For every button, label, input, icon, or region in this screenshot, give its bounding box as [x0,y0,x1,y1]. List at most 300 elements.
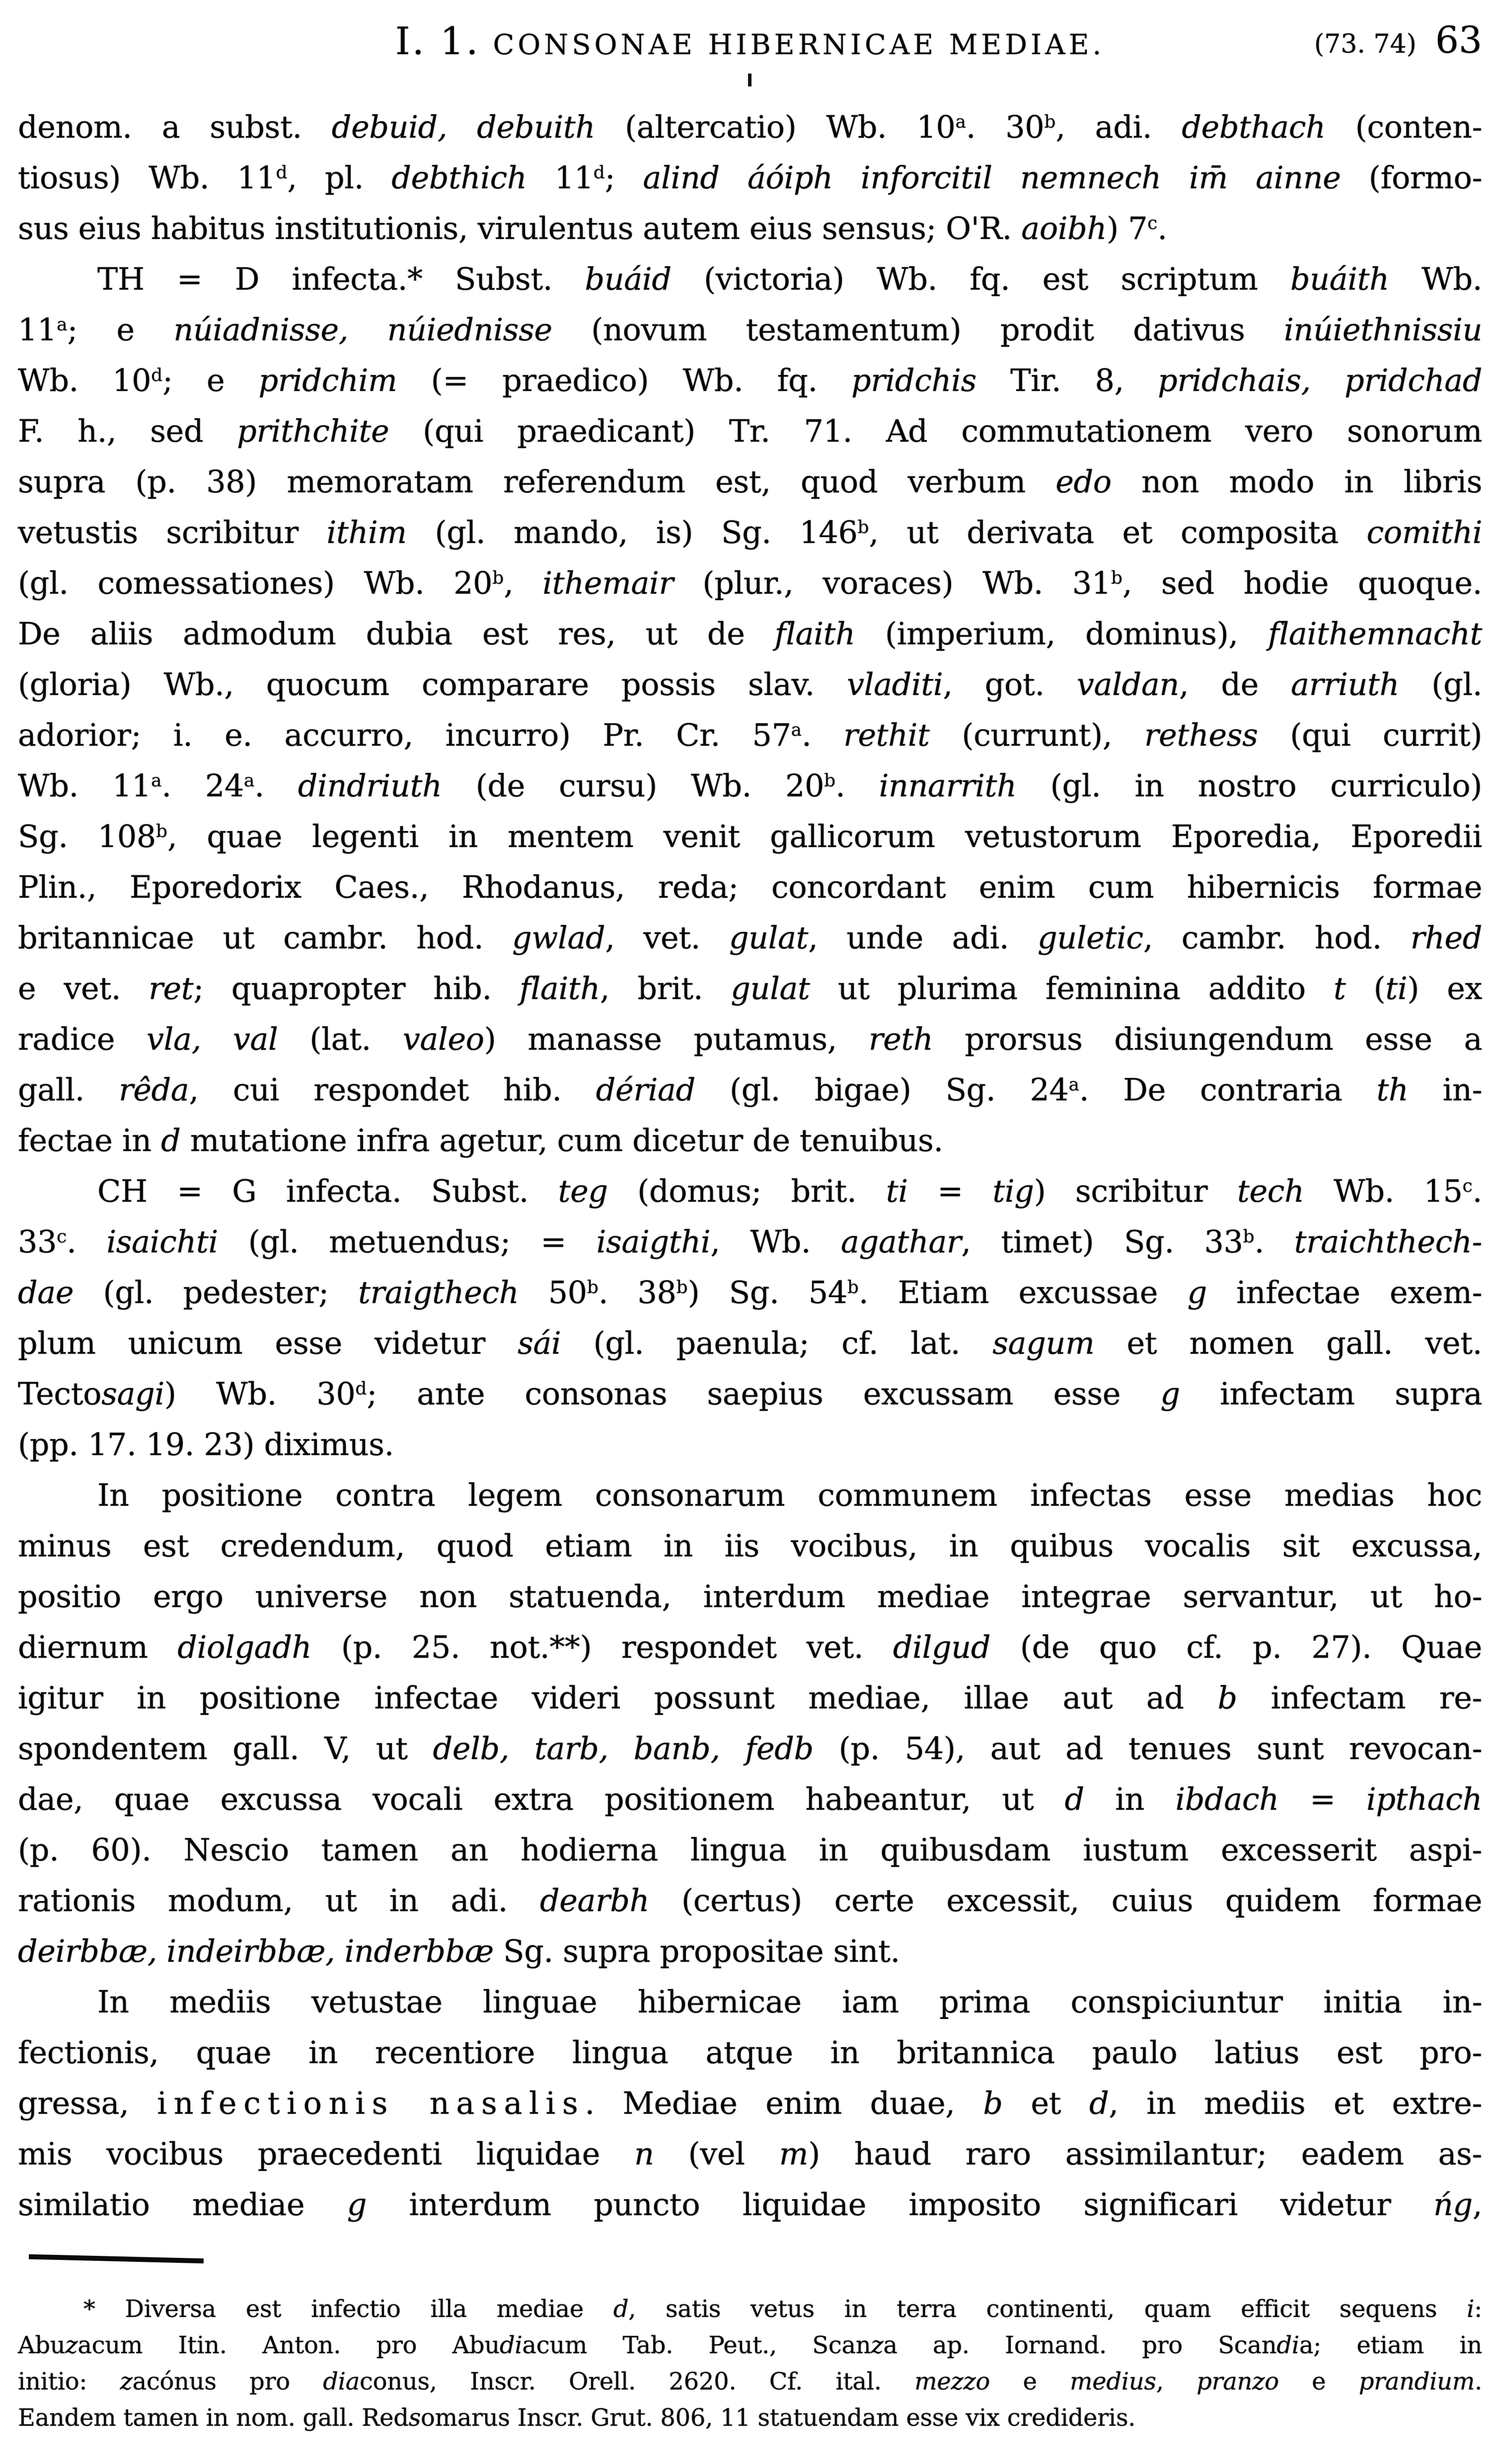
text-segment: ; ante consonas saepius excussam esse [367,1376,1161,1412]
text-segment: buáith [1290,261,1389,297]
text-segment: (p. 25. not.**) respondet vet. [311,1629,893,1665]
superscript-segment: d [151,365,163,386]
text-segment: (pp. 17. 19. 23) diximus. [18,1426,394,1463]
text-segment: interdum puncto liquidae imposito significari videtur [367,2186,1433,2223]
text-segment: deirbbæ, indeirbbæ, inderbbæ [18,1933,494,1969]
text-segment: z [120,2368,133,2395]
text-line [18,1267,1482,1318]
text-line [18,1622,1482,1673]
text-segment: (gl. mando, is) Sg. 146 [406,514,858,550]
superscript-segment: a [955,112,966,133]
text-segment: , got. [943,666,1077,702]
text-segment: t [1333,970,1346,1006]
text-segment: (gl. [1399,666,1483,702]
text-line [18,2364,1482,2400]
text-segment: 33 [18,1224,57,1260]
text-segment: , in mediis et extre- [1109,2085,1482,2121]
text-segment: núiadnisse, núiednisse [173,311,552,348]
text-segment: th [1376,1072,1409,1108]
text-segment: ( [1346,970,1386,1006]
text-segment: . [1254,1224,1294,1260]
text-segment: TH = D infecta.* Subst. [97,261,585,297]
text-segment: rationis modum, ut in adi. [18,1882,540,1919]
text-segment: . [1157,210,1167,246]
footnote-separator [29,2254,204,2264]
text-segment: ithim [326,514,407,550]
text-line [18,1977,1482,2027]
text-segment: comithi [1366,514,1482,550]
text-segment: gwlad [512,920,605,956]
text-line [18,1875,1482,1926]
text-line [18,2400,1482,2436]
superscript-segment: c [1147,213,1158,234]
text-segment: ithemair [542,565,674,601]
text-segment: sái [518,1325,561,1361]
text-segment: (lat. [278,1021,403,1057]
text-line [18,609,1482,659]
text-segment: pridchis [851,362,976,398]
text-segment: ) manasse putamus, [484,1021,869,1057]
text-segment: . [802,717,844,753]
text-segment: non modo in libris [1111,463,1482,500]
text-segment: b [1217,1680,1237,1716]
text-segment: traigthech [358,1274,519,1310]
text-segment: . [254,768,298,804]
text-line [18,1419,1482,1470]
text-segment: CH = G infecta. Subst. [97,1173,558,1209]
text-line [18,203,1482,254]
text-segment: g [1160,1376,1180,1412]
text-segment: edo [1055,463,1112,500]
text-segment: dae, quae excussa vocali extra positionem habeantur, ut [18,1781,1065,1817]
text-segment: ; e [162,362,259,398]
superscript-segment: a [244,770,255,791]
text-segment: minus est credendum, quod etiam in iis vocibus, in quibus vocalis sit excussa, [18,1528,1482,1564]
text-segment: vladiti [847,666,943,702]
text-segment: , cambr. hod. [1143,920,1411,956]
text-segment: , satis vetus in terra continenti, quam efficit sequens [628,2295,1467,2323]
text-segment: di [499,2331,523,2359]
text-segment: s [408,2404,421,2432]
text-segment: gressa, [18,2085,157,2121]
text-segment: britannicae ut cambr. hod. [18,920,513,956]
text-segment: prithchite [237,413,389,449]
text-segment: rhed [1410,920,1482,956]
text-segment: (formo- [1341,159,1483,196]
text-segment: agathar [841,1224,962,1260]
text-segment: , ut derivata et composita [869,514,1367,550]
text-segment: (gl. metuendus; = [218,1224,597,1260]
text-segment: = [1278,1781,1366,1817]
text-segment: dia [323,2368,360,2395]
text-segment: n [634,2136,654,2172]
text-segment: acum Itin. Anton. pro Abu [77,2331,500,2359]
superscript-segment: d [276,162,288,183]
folio-range: (73. 74) [1314,29,1417,59]
text-segment: diernum [18,1629,178,1665]
text-segment: , unde adi. [808,920,1038,956]
text-segment: traichthech- [1294,1224,1482,1260]
text-line [18,406,1482,457]
text-segment: ; e [67,311,174,348]
superscript-segment: b [857,517,869,538]
superscript-segment: a [1068,1075,1079,1095]
text-segment: sagum [992,1325,1095,1361]
text-segment: radice [18,1021,147,1057]
text-segment: di [1276,2331,1299,2359]
text-segment: diolgadh [177,1629,312,1665]
text-segment: a ap. Iornand. pro Scan [883,2331,1277,2359]
text-segment: isaichti [106,1224,218,1260]
text-segment: isaigthi [596,1224,711,1260]
header-folio-group [1314,19,1482,62]
superscript-segment: b [587,1277,599,1298]
text-segment: tech [1237,1173,1304,1209]
text-segment: plum unicum esse videtur [18,1325,518,1361]
text-line [18,2327,1482,2364]
superscript-segment: a [791,720,802,741]
text-line [18,1571,1482,1622]
text-segment: gulat [729,920,809,956]
text-line [18,457,1482,507]
text-segment: gall. [18,1072,119,1108]
text-segment: acónus pro [132,2368,323,2395]
text-line [18,355,1482,406]
text-segment: vla, val [147,1021,278,1057]
text-segment: (imperium, dominus), [855,616,1268,652]
text-segment: teg [558,1173,608,1209]
text-segment: Sg. supra propositae sint. [493,1933,900,1969]
text-segment: ti [1385,970,1408,1006]
text-segment: d [613,2295,629,2323]
text-segment: ; [604,159,643,196]
text-segment: alind áóiph inforcitil nemnech im̄ ainne [643,159,1341,196]
text-line [18,1115,1482,1166]
text-segment: Wb. [1389,261,1483,297]
text-segment: (gl. in nostro curriculo) [1016,768,1482,804]
text-segment: (vel [654,2136,779,2172]
text-segment: Wb. 10 [18,362,151,398]
text-line [18,1166,1482,1217]
text-line [18,2291,1482,2327]
body-text [18,102,1482,2230]
text-segment: pranzo [1197,2368,1279,2395]
text-segment: Wb. 15 [1304,1173,1463,1209]
text-segment: (gl. bigae) Sg. 24 [695,1072,1069,1108]
text-line [18,2179,1482,2230]
text-segment: ńg [1433,2186,1473,2223]
text-segment: acum Tab. Peut., Scan [522,2331,871,2359]
text-segment: , quae legenti in mentem venit gallicorum vetustorum Eporedia, Eporedii [167,818,1482,854]
text-segment: flaith [519,970,600,1006]
text-segment: dae [18,1274,74,1310]
text-segment: 50 [519,1274,587,1310]
text-segment: In mediis vetustae linguae hibernicae iam prima conspiciuntur initia in- [97,1984,1482,2020]
text-line [18,659,1482,710]
text-segment: . [1475,2368,1482,2395]
header-title-group [395,19,1105,63]
text-segment: m [779,2136,809,2172]
text-segment: buáid [585,261,672,297]
text-segment: gulat [731,970,810,1006]
text-segment: (altercatio) Wb. 10 [595,109,956,145]
text-segment: ti [886,1173,908,1209]
text-line [18,1217,1482,1267]
superscript-segment: a [57,314,68,335]
text-segment: : [1474,2295,1482,2323]
text-segment: flaith [774,616,855,652]
text-segment: i [1467,2295,1475,2323]
text-line [18,913,1482,963]
text-segment: inúiethnissiu [1283,311,1482,348]
text-segment: rêda [119,1072,189,1108]
text-segment: dériad [596,1072,695,1108]
text-segment: ) Sg. 54 [687,1274,847,1310]
text-line [18,305,1482,355]
text-segment: Plin., Eporedorix Caes., Rhodanus, reda; concordant enim cum hibernicis formae [18,869,1482,905]
text-segment: ) ex [1407,970,1482,1006]
text-line [18,710,1482,761]
text-segment: vetustis scribitur [18,514,327,550]
text-segment: conus, Inscr. Orell. 2620. Cf. ital. [360,2368,915,2395]
text-segment: z [871,2331,884,2359]
text-segment: ) 7 [1107,210,1148,246]
text-segment: pridchais, pridchad [1158,362,1483,398]
text-segment: dearbh [539,1882,650,1919]
text-segment: in- [1408,1072,1482,1108]
text-segment: sagi [101,1376,164,1412]
text-segment: infectam re- [1237,1680,1482,1716]
text-segment: . 24 [161,768,244,804]
text-segment: d [161,1122,181,1158]
text-segment: ut plurima feminina addito [810,970,1334,1006]
text-segment: Tir. 8, [976,362,1158,398]
text-segment: a; etiam in [1299,2331,1483,2359]
text-segment: (certus) certe excessit, cuius quidem formae [649,1882,1482,1919]
text-line [18,811,1482,862]
text-line [18,963,1482,1014]
text-segment: positio ergo universe non statuenda, interdum mediae integrae servantur, ut ho- [18,1578,1482,1615]
text-segment: , vet. [605,920,729,956]
superscript-segment: b [1111,568,1123,589]
text-segment: fectionis, quae in recentiore lingua atque in britannica paulo latius est pro- [18,2034,1482,2071]
text-segment: Wb. 11 [18,768,151,804]
text-segment: mezzo [914,2368,990,2395]
text-segment: reth [868,1021,933,1057]
text-segment: ipthach [1366,1781,1483,1817]
text-segment: (de quo cf. p. 27). Quae [990,1629,1482,1665]
text-segment: et nomen gall. vet. [1094,1325,1482,1361]
text-segment: d [1064,1781,1084,1817]
superscript-segment: b [1243,1227,1255,1247]
text-segment: . 38 [598,1274,676,1310]
text-segment: e [1278,2368,1359,2395]
text-segment: . Etiam excussae [858,1274,1188,1310]
text-segment: Abu [18,2331,66,2359]
text-segment: dindriuth [298,768,442,804]
text-segment: (qui currit) [1258,717,1482,753]
text-segment: (victoria) Wb. fq. est scriptum [671,261,1290,297]
text-segment: valeo [402,1021,484,1057]
text-segment: delb, tarb, banb, fedb [433,1730,814,1767]
text-segment: adorior; i. e. accurro, incurro) Pr. Cr. 57 [18,717,791,753]
text-segment: innarrith [879,768,1017,804]
text-segment: e vet. [18,970,149,1006]
superscript-segment: b [676,1277,688,1298]
superscript-segment: b [492,568,504,589]
scan-noise-mark [748,74,751,86]
text-segment: infectam supra [1180,1376,1483,1412]
text-line [18,102,1482,153]
text-segment: rethit [843,717,930,753]
text-segment: omarus Inscr. Grut. 806, 11 statuendam esse vix credideris. [421,2404,1136,2432]
text-segment: (p. 60). Nescio tamen an hodierna lingua in quibusdam iustum excesserit aspi- [18,1832,1482,1868]
text-segment: ; quapropter hib. [193,970,520,1006]
text-line [18,761,1482,811]
text-segment: debthich [391,159,527,196]
text-segment: prandium [1358,2368,1475,2395]
text-segment: denom. a subst. [18,109,332,145]
text-segment: ret [149,970,194,1006]
text-line [18,1014,1482,1065]
text-segment: Sg. 108 [18,818,156,854]
superscript-segment: a [151,770,162,791]
text-segment: supra (p. 38) memoratam referendum est, quod verbum [18,463,1056,500]
superscript-segment: d [355,1379,367,1399]
text-line [18,153,1482,203]
text-segment: mis vocibus praecedenti liquidae [18,2136,635,2172]
text-segment: , [504,565,543,601]
text-segment: tiosus) Wb. 11 [18,159,276,196]
text-segment: F. h., sed [18,413,237,449]
text-line [18,2129,1482,2179]
text-line [18,1774,1482,1825]
superscript-segment: b [824,770,836,791]
text-segment: Tecto [18,1376,102,1412]
text-segment: pridchim [258,362,397,398]
text-segment: et [1002,2085,1089,2121]
superscript-segment: b [155,821,167,842]
text-segment: . De contraria [1079,1072,1377,1108]
text-segment: infectionis nasalis [157,2085,585,2121]
text-segment: e [990,2368,1070,2395]
section-number: I. 1. [395,19,480,63]
text-line [18,558,1482,609]
text-segment: 11 [526,159,594,196]
text-segment: , de [1179,666,1291,702]
text-line [18,507,1482,558]
text-segment: g [347,2186,367,2223]
text-segment: . Mediae enim duae, [585,2085,983,2121]
text-segment: Eandem tamen in nom. gall. Red [18,2404,409,2432]
text-segment: z [65,2331,78,2359]
superscript-segment: b [1044,112,1056,133]
text-segment: (qui praedicant) Tr. 71. Ad commutationem vero sonorum [389,413,1482,449]
text-segment: in [1084,1781,1176,1817]
text-segment: prorsus disiungendum esse a [933,1021,1483,1057]
text-line [18,1673,1482,1723]
text-segment: ) Wb. 30 [164,1376,356,1412]
text-segment: , cui respondet hib. [189,1072,596,1108]
text-line [18,1723,1482,1774]
text-segment: (plur., voraces) Wb. 31 [673,565,1111,601]
text-segment: (novum testamentum) prodit dativus [552,311,1284,348]
footnote [18,2291,1482,2436]
text-segment: (domus; brit. [607,1173,886,1209]
text-line [18,254,1482,305]
superscript-segment: c [57,1227,67,1247]
text-line [18,1825,1482,1875]
text-segment: (gl. pedester; [74,1274,359,1310]
text-segment: infectae exem- [1206,1274,1483,1310]
text-segment: debthach [1182,109,1326,145]
text-segment: arriuth [1291,666,1400,702]
text-segment: In positione contra legem consonarum communem infectas esse medias hoc [97,1477,1482,1513]
text-line [18,1065,1482,1115]
text-segment: = [907,1173,993,1209]
page-number: 63 [1435,19,1482,62]
text-segment: , timet) Sg. 33 [961,1224,1243,1260]
text-segment: , Wb. [710,1224,841,1260]
text-segment: flaithemnacht [1268,616,1483,652]
text-segment: (gl. comessationes) Wb. 20 [18,565,493,601]
text-segment: ) haud raro assimilantur; eadem as- [808,2136,1482,2172]
superscript-segment: d [593,162,605,183]
text-segment: (de cursu) Wb. 20 [442,768,825,804]
text-segment: (= praedico) Wb. fq. [397,362,851,398]
text-segment: (gl. paenula; cf. lat. [561,1325,993,1361]
text-segment: , [1472,2186,1482,2223]
text-segment: (p. 54), aut ad tenues sunt revocan- [813,1730,1483,1767]
superscript-segment: b [847,1277,859,1298]
text-segment: spondentem gall. V, ut [18,1730,433,1767]
text-line [18,1926,1482,1977]
page-title: CONSONAE HIBERNICAE MEDIAE. [493,29,1105,61]
text-segment: aoibh [1021,210,1107,246]
text-segment: igitur in positione infectae videri possunt mediae, illae aut ad [18,1680,1218,1716]
text-segment: (conten- [1325,109,1483,145]
text-segment: ) scribitur [1034,1173,1237,1209]
text-segment: valdan [1076,666,1179,702]
text-line [18,2027,1482,2078]
text-segment: , brit. [600,970,731,1006]
text-segment: mutatione infra agetur, cum dicetur de tenuibus. [180,1122,943,1158]
text-line [18,1318,1482,1369]
text-segment: similatio mediae [18,2186,347,2223]
text-segment: . [835,768,879,804]
text-segment: (gloria) Wb., quocum comparare possis slav. [18,666,847,702]
text-segment: , [1156,2368,1197,2395]
text-segment: 11 [18,311,57,348]
text-segment: * Diversa est infectio illa mediae [83,2295,613,2323]
text-segment: , pl. [287,159,392,196]
text-segment: . 30 [966,109,1045,145]
text-segment: dilgud [893,1629,991,1665]
text-line [18,1521,1482,1571]
text-segment: . [1472,1173,1482,1209]
text-segment: debuid, debuith [331,109,596,145]
text-line [18,862,1482,913]
text-segment: rethess [1144,717,1258,753]
text-segment: b [983,2085,1003,2121]
text-segment: De aliis admodum dubia est res, ut de [18,616,775,652]
text-segment: fectae in [18,1122,161,1158]
text-segment: . [67,1224,107,1260]
text-line [18,1470,1482,1521]
text-segment: ibdach [1175,1781,1279,1817]
text-segment: medius [1070,2368,1156,2395]
text-segment: sus eius habitus institutionis, virulentus autem eius sensus; O'R. [18,210,1022,246]
